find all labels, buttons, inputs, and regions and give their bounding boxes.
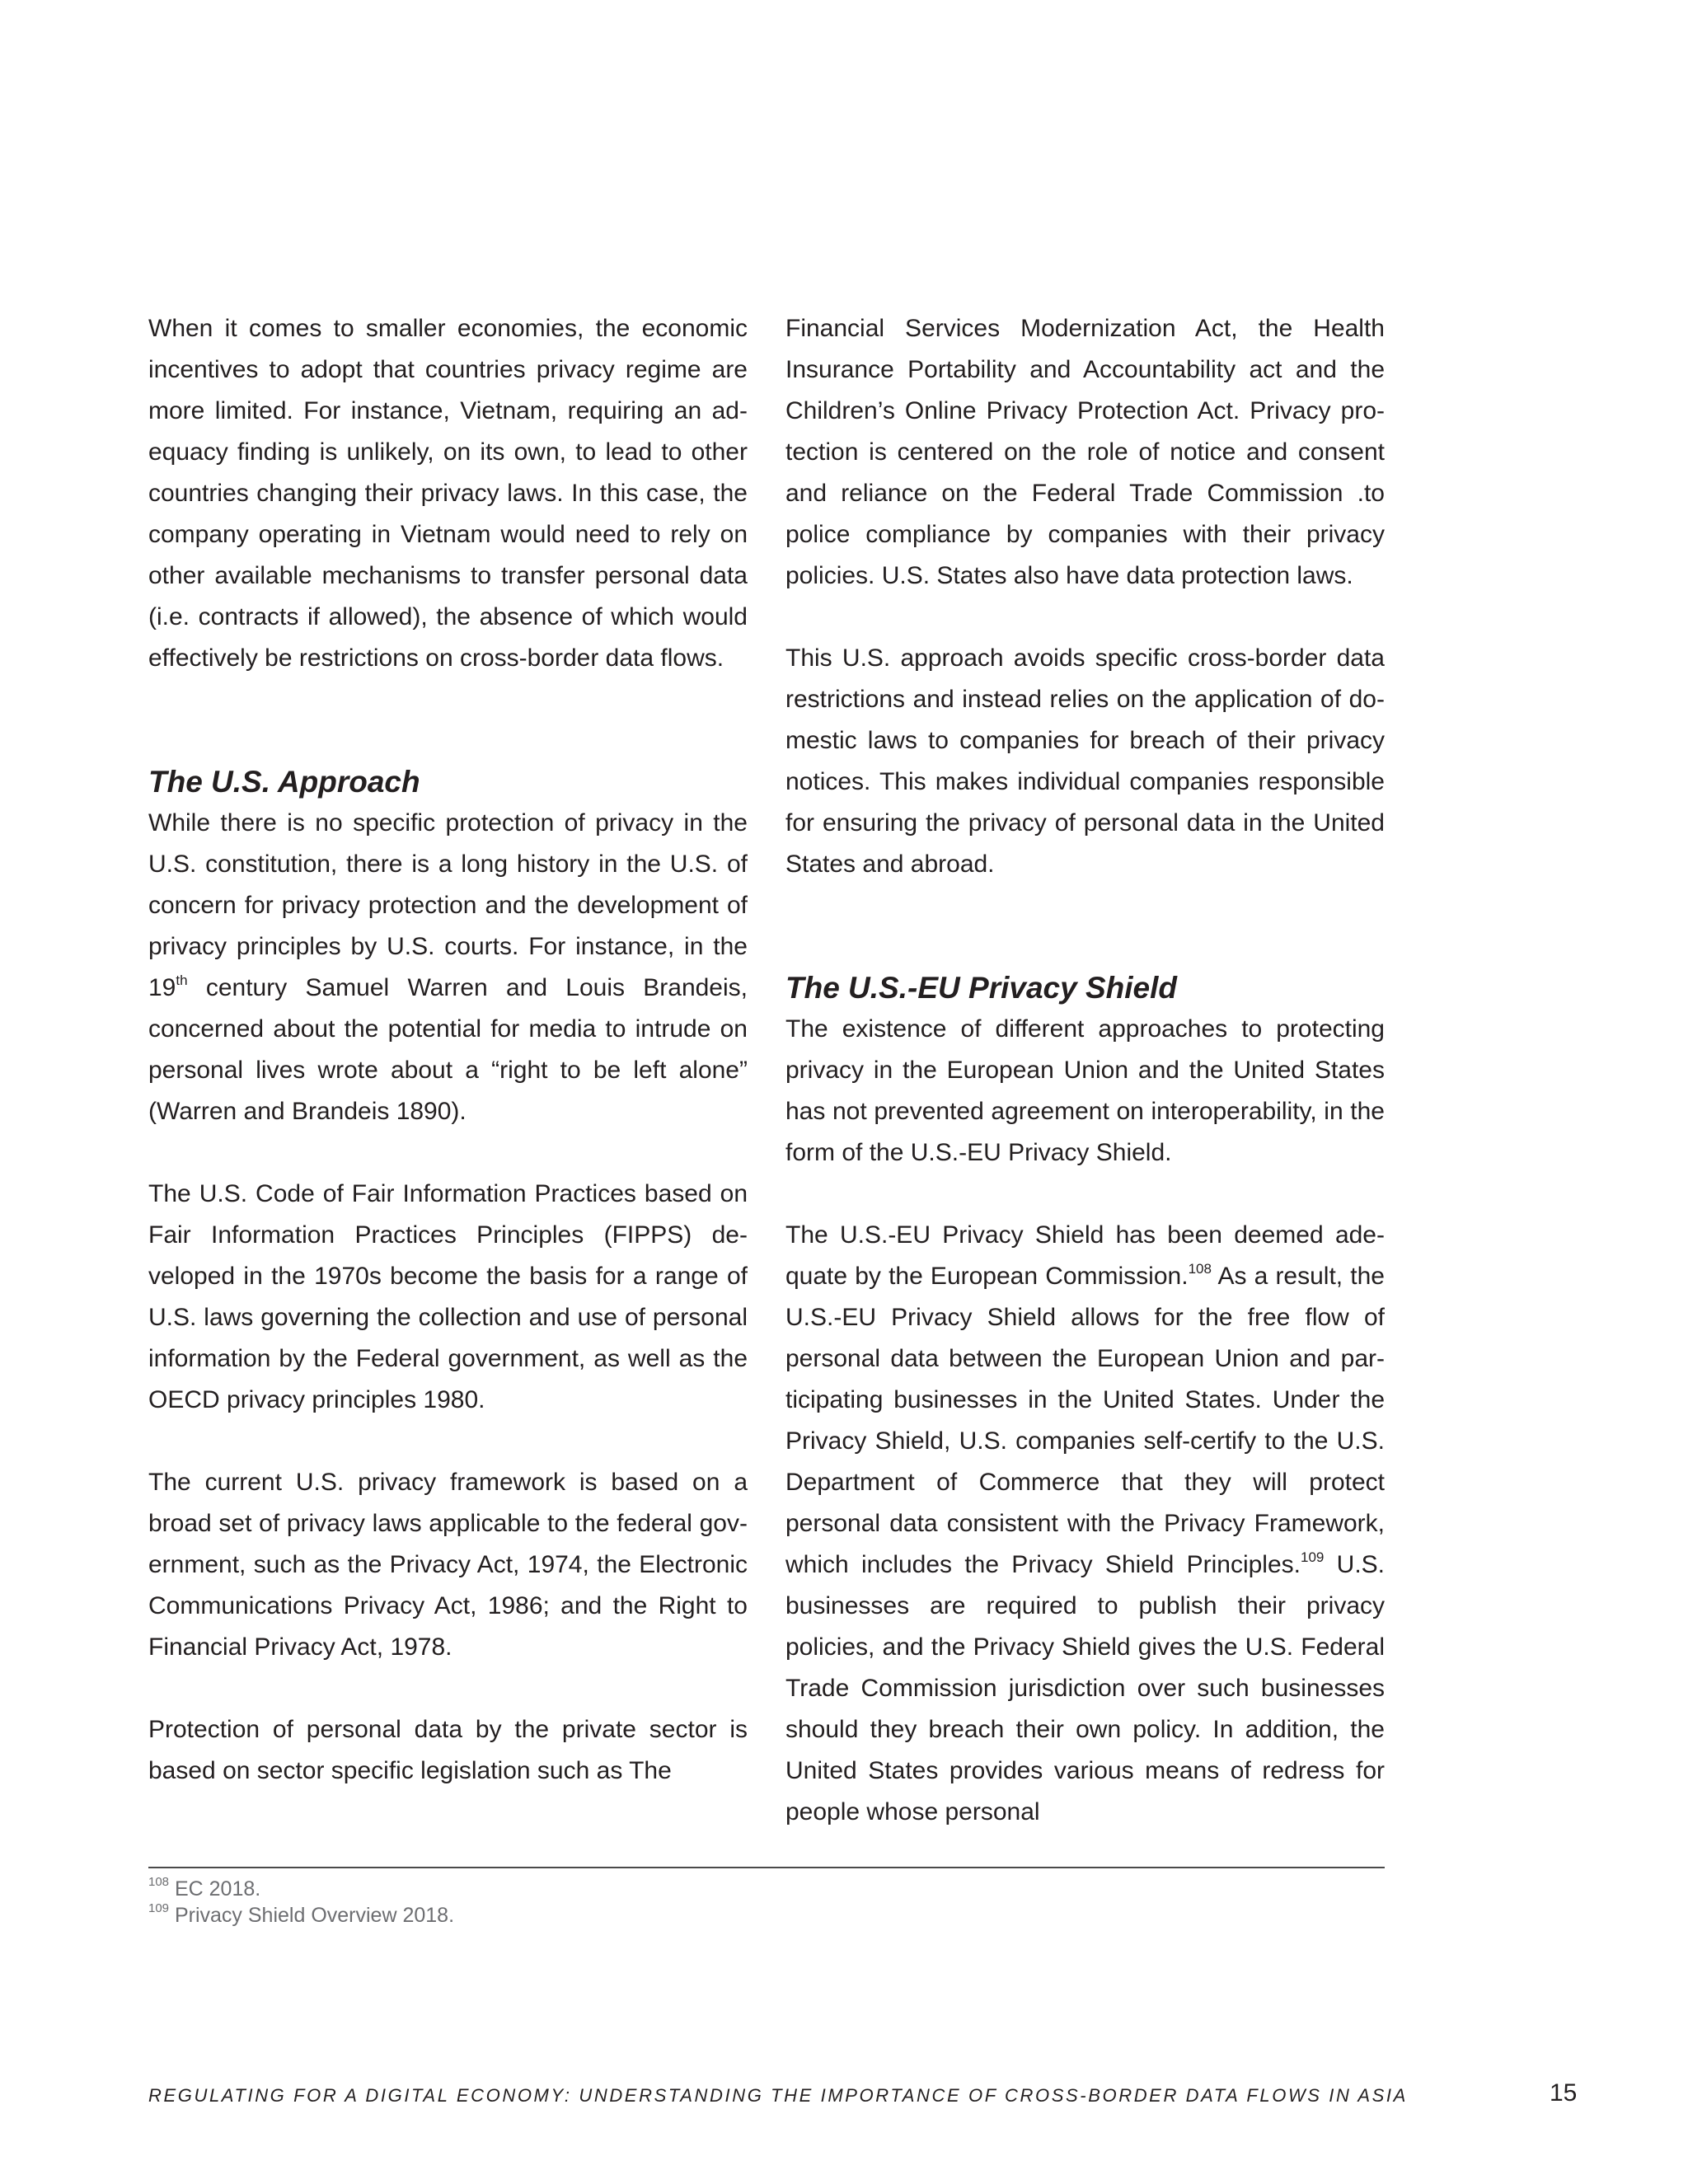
paragraph-text: century Samuel Warren and Louis Brandeis, concerned about the potential for media to intrude on personal lives wrote about a “right to be left alone” (Warren and Brandeis 1890).	[148, 974, 748, 1125]
footnote-text: Privacy Shield Overview 2018.	[169, 1904, 455, 1927]
footnote-text: EC 2018.	[169, 1877, 261, 1900]
superscript-th: th	[176, 972, 188, 988]
paragraph-privacy-shield-adequacy	[785, 1215, 1385, 1833]
paragraph-current-framework: The current U.S. privacy framework is based on a broad set of privacy laws applicable to the federal government, such as the Privacy Act, 1974, the Electronic Communications Privacy Act, 1986; and the Right to Financial Privacy Act, 1978.	[148, 1469, 748, 1661]
paragraph-fair-information-practices: The U.S. Code of Fair Information Practices based on Fair Information Practices Principles (FIPPS) developed in the 1970s become the basis for a range of U.S. laws governing the collection and use of personal information by the Federal government, as well as the OECD privacy principles 1980.	[148, 1180, 748, 1413]
spacer	[148, 1132, 748, 1174]
footnote-number: 109	[148, 1900, 170, 1915]
paragraph-private-sector: Protection of personal data by the private sector is based on sector specific legislation such as The	[148, 1716, 748, 1784]
paragraph-sector-legislation: Financial Services Modernization Act, the Health Insurance Portability and Accountability act and the Children’s Online Privacy Protection Act. Privacy protection is centered on the role of notice and consent and reliance on the Federal Trade Commission .to police compliance by companies with their privacy policies. U.S. States also have data protection laws.	[785, 315, 1385, 589]
right-column	[785, 308, 1385, 1833]
paragraph-text: While there is no specific protection of privacy in the U.S. constitution, there is a long history in the U.S. of concern for privacy protection and the development of privacy principles by U.S. courts. For instance, in the 19	[148, 809, 748, 1001]
spacer	[785, 597, 1385, 638]
paragraph-smaller-economies: When it comes to smaller economies, the economic incentives to adopt that countries privacy regime are more limited. For instance, Vietnam, requiring an adequacy finding is unlikely, on its own, to lead to other countries changing their privacy laws. In this case, the company operating in Vietnam would need to rely on other available mechanisms to transfer personal data (i.e. contracts if allowed), the absence of which would effectively be restrictions on cross-border data flows.	[148, 315, 748, 672]
page-number: 15	[1550, 2079, 1578, 2107]
footnote-ref-109: 109	[1301, 1549, 1325, 1565]
paragraph-us-constitution	[148, 803, 748, 1132]
footnote-divider	[148, 1867, 1385, 1868]
footnote-ref-108: 108	[1188, 1261, 1212, 1277]
heading-us-approach: The U.S. Approach	[148, 765, 420, 799]
spacer	[785, 1174, 1385, 1215]
paragraph-text: The U.S.-EU Privacy Shield has been deemed adequate by the European Commission.	[785, 1221, 1385, 1290]
footnotes	[148, 1876, 1385, 1929]
left-column	[148, 308, 748, 1792]
paragraph-us-approach-summary: This U.S. approach avoids specific cross-border data restrictions and instead relies on the application of domestic laws to companies for breach of their privacy notices. This makes individual companies responsible for ensuring the privacy of personal data in the United States and abroad.	[785, 644, 1385, 878]
running-title: REGULATING FOR A DIGITAL ECONOMY: UNDERSTANDING THE IMPORTANCE OF CROSS-BORDER DATA FLOWS IN ASIA	[148, 2085, 1408, 2106]
footnote-number: 108	[148, 1874, 170, 1889]
spacer	[148, 1668, 748, 1709]
spacer	[148, 679, 748, 762]
footnote-109	[148, 1902, 1385, 1929]
spacer	[148, 1421, 748, 1462]
paragraph-text: U.S. businesses are required to publish their privacy policies, and the Privacy Shield gives the U.S. Federal Trade Commission jurisdiction over such businesses should they breach their own policy. In addition, the United States provides various means of redress for people whose personal	[785, 1551, 1385, 1825]
footnote-108	[148, 1876, 1385, 1902]
paragraph-different-approaches: The existence of different approaches to protecting privacy in the European Union and the United States has not prevented agreement on interoperability, in the form of the U.S.-EU Privacy Shield.	[785, 1015, 1385, 1166]
heading-privacy-shield: The U.S.-EU Privacy Shield	[785, 971, 1177, 1005]
spacer	[785, 885, 1385, 968]
paragraph-text: As a result, the U.S.-EU Privacy Shield allows for the free flow of personal data between the European Union and participating businesses in the United States. Under the Privacy Shield, U.S. companies self-certify to the U.S. Department of Commerce that they will protect personal data consistent with the Privacy Framework, which includes the Privacy Shield Principles.	[785, 1263, 1385, 1578]
